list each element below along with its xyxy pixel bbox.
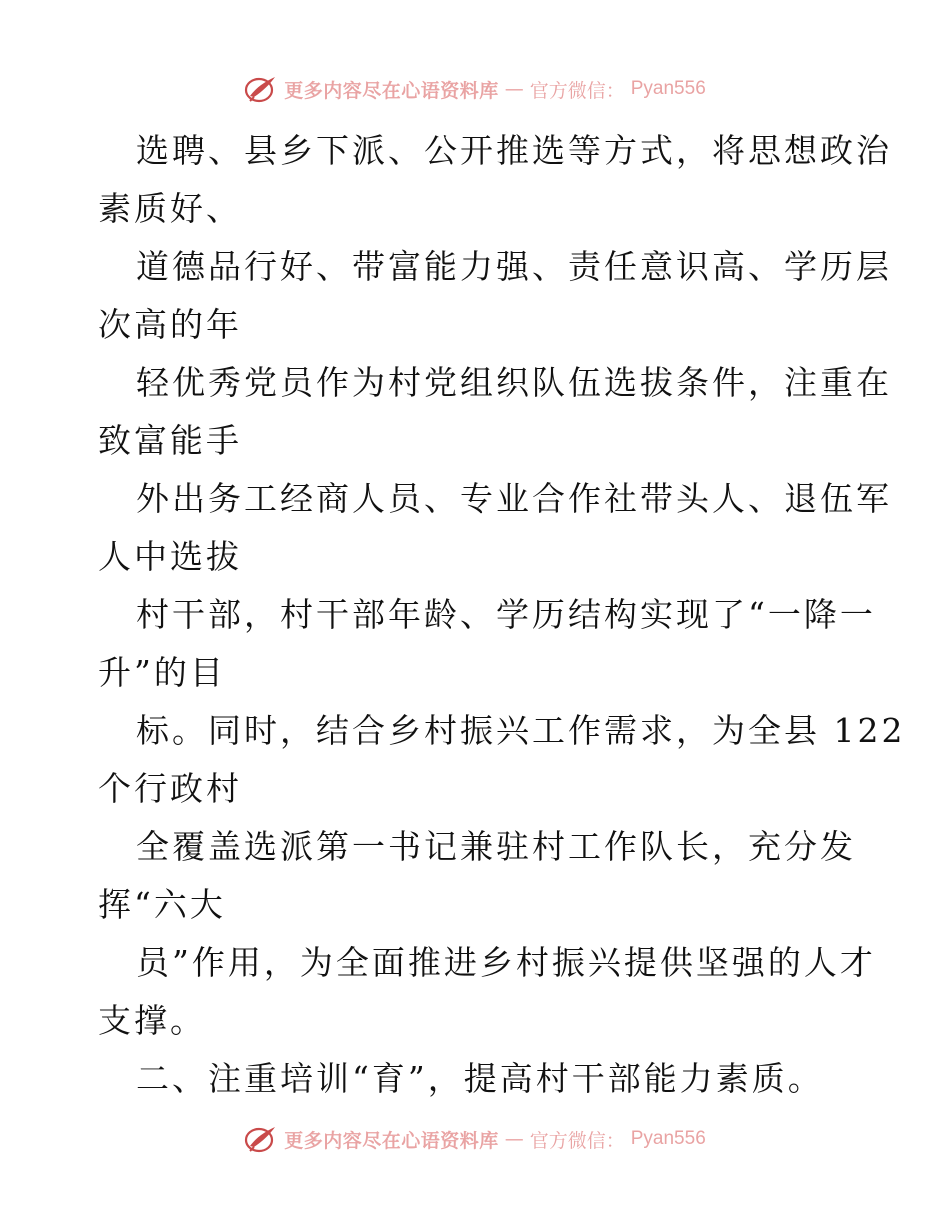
text-line: 次高的年: [98, 305, 242, 344]
text-line: 村干部，村干部年龄、学历结构实现了“一降一: [136, 595, 876, 634]
text-line: 挥“六大: [98, 885, 226, 924]
watermark-brand-text: 更多内容尽在心语资料库: [284, 1129, 499, 1152]
text-line: 素质好、: [98, 189, 242, 228]
text-line: 个行政村: [98, 769, 242, 808]
text-line: 人中选拔: [98, 537, 242, 576]
text-line: 员”作用，为全面推进乡村振兴提供坚强的人才: [136, 943, 876, 982]
quill-logo-icon: [244, 74, 278, 104]
text-line: 全覆盖选派第一书记兼驻村工作队长，充分发: [136, 827, 856, 866]
watermark-wechat-label: 官方微信：: [529, 79, 625, 102]
text-line: 选聘、县乡下派、公开推选等方式，将思想政治: [136, 131, 892, 170]
watermark-brand-text: 更多内容尽在心语资料库: [284, 79, 499, 102]
text-line: 轻优秀党员作为村党组织队伍选拔条件，注重在: [136, 363, 892, 402]
text-line: 标。同时，结合乡村振兴工作需求，为全县 122: [136, 711, 906, 750]
text-line: 升”的目: [98, 653, 226, 692]
text-line: 外出务工经商人员、专业合作社带头人、退伍军: [136, 479, 892, 518]
document-body: [98, 122, 906, 1108]
watermark-wechat-id: Pyan556: [630, 1128, 706, 1149]
watermark-wechat-label: 官方微信：: [529, 1129, 625, 1152]
watermark-separator: —: [504, 78, 524, 100]
watermark-separator: —: [504, 1128, 524, 1150]
text-line: 二、注重培训“育”，提高村干部能力素质。: [136, 1059, 824, 1098]
footer-watermark: [0, 1122, 950, 1156]
text-line: 道德品行好、带富能力强、责任意识高、学历层: [136, 247, 892, 286]
text-line: 支撑。: [98, 1001, 206, 1040]
watermark-wechat-id: Pyan556: [630, 78, 706, 99]
text-line: 致富能手: [98, 421, 242, 460]
quill-logo-icon: [244, 1124, 278, 1154]
header-watermark: [0, 72, 950, 106]
